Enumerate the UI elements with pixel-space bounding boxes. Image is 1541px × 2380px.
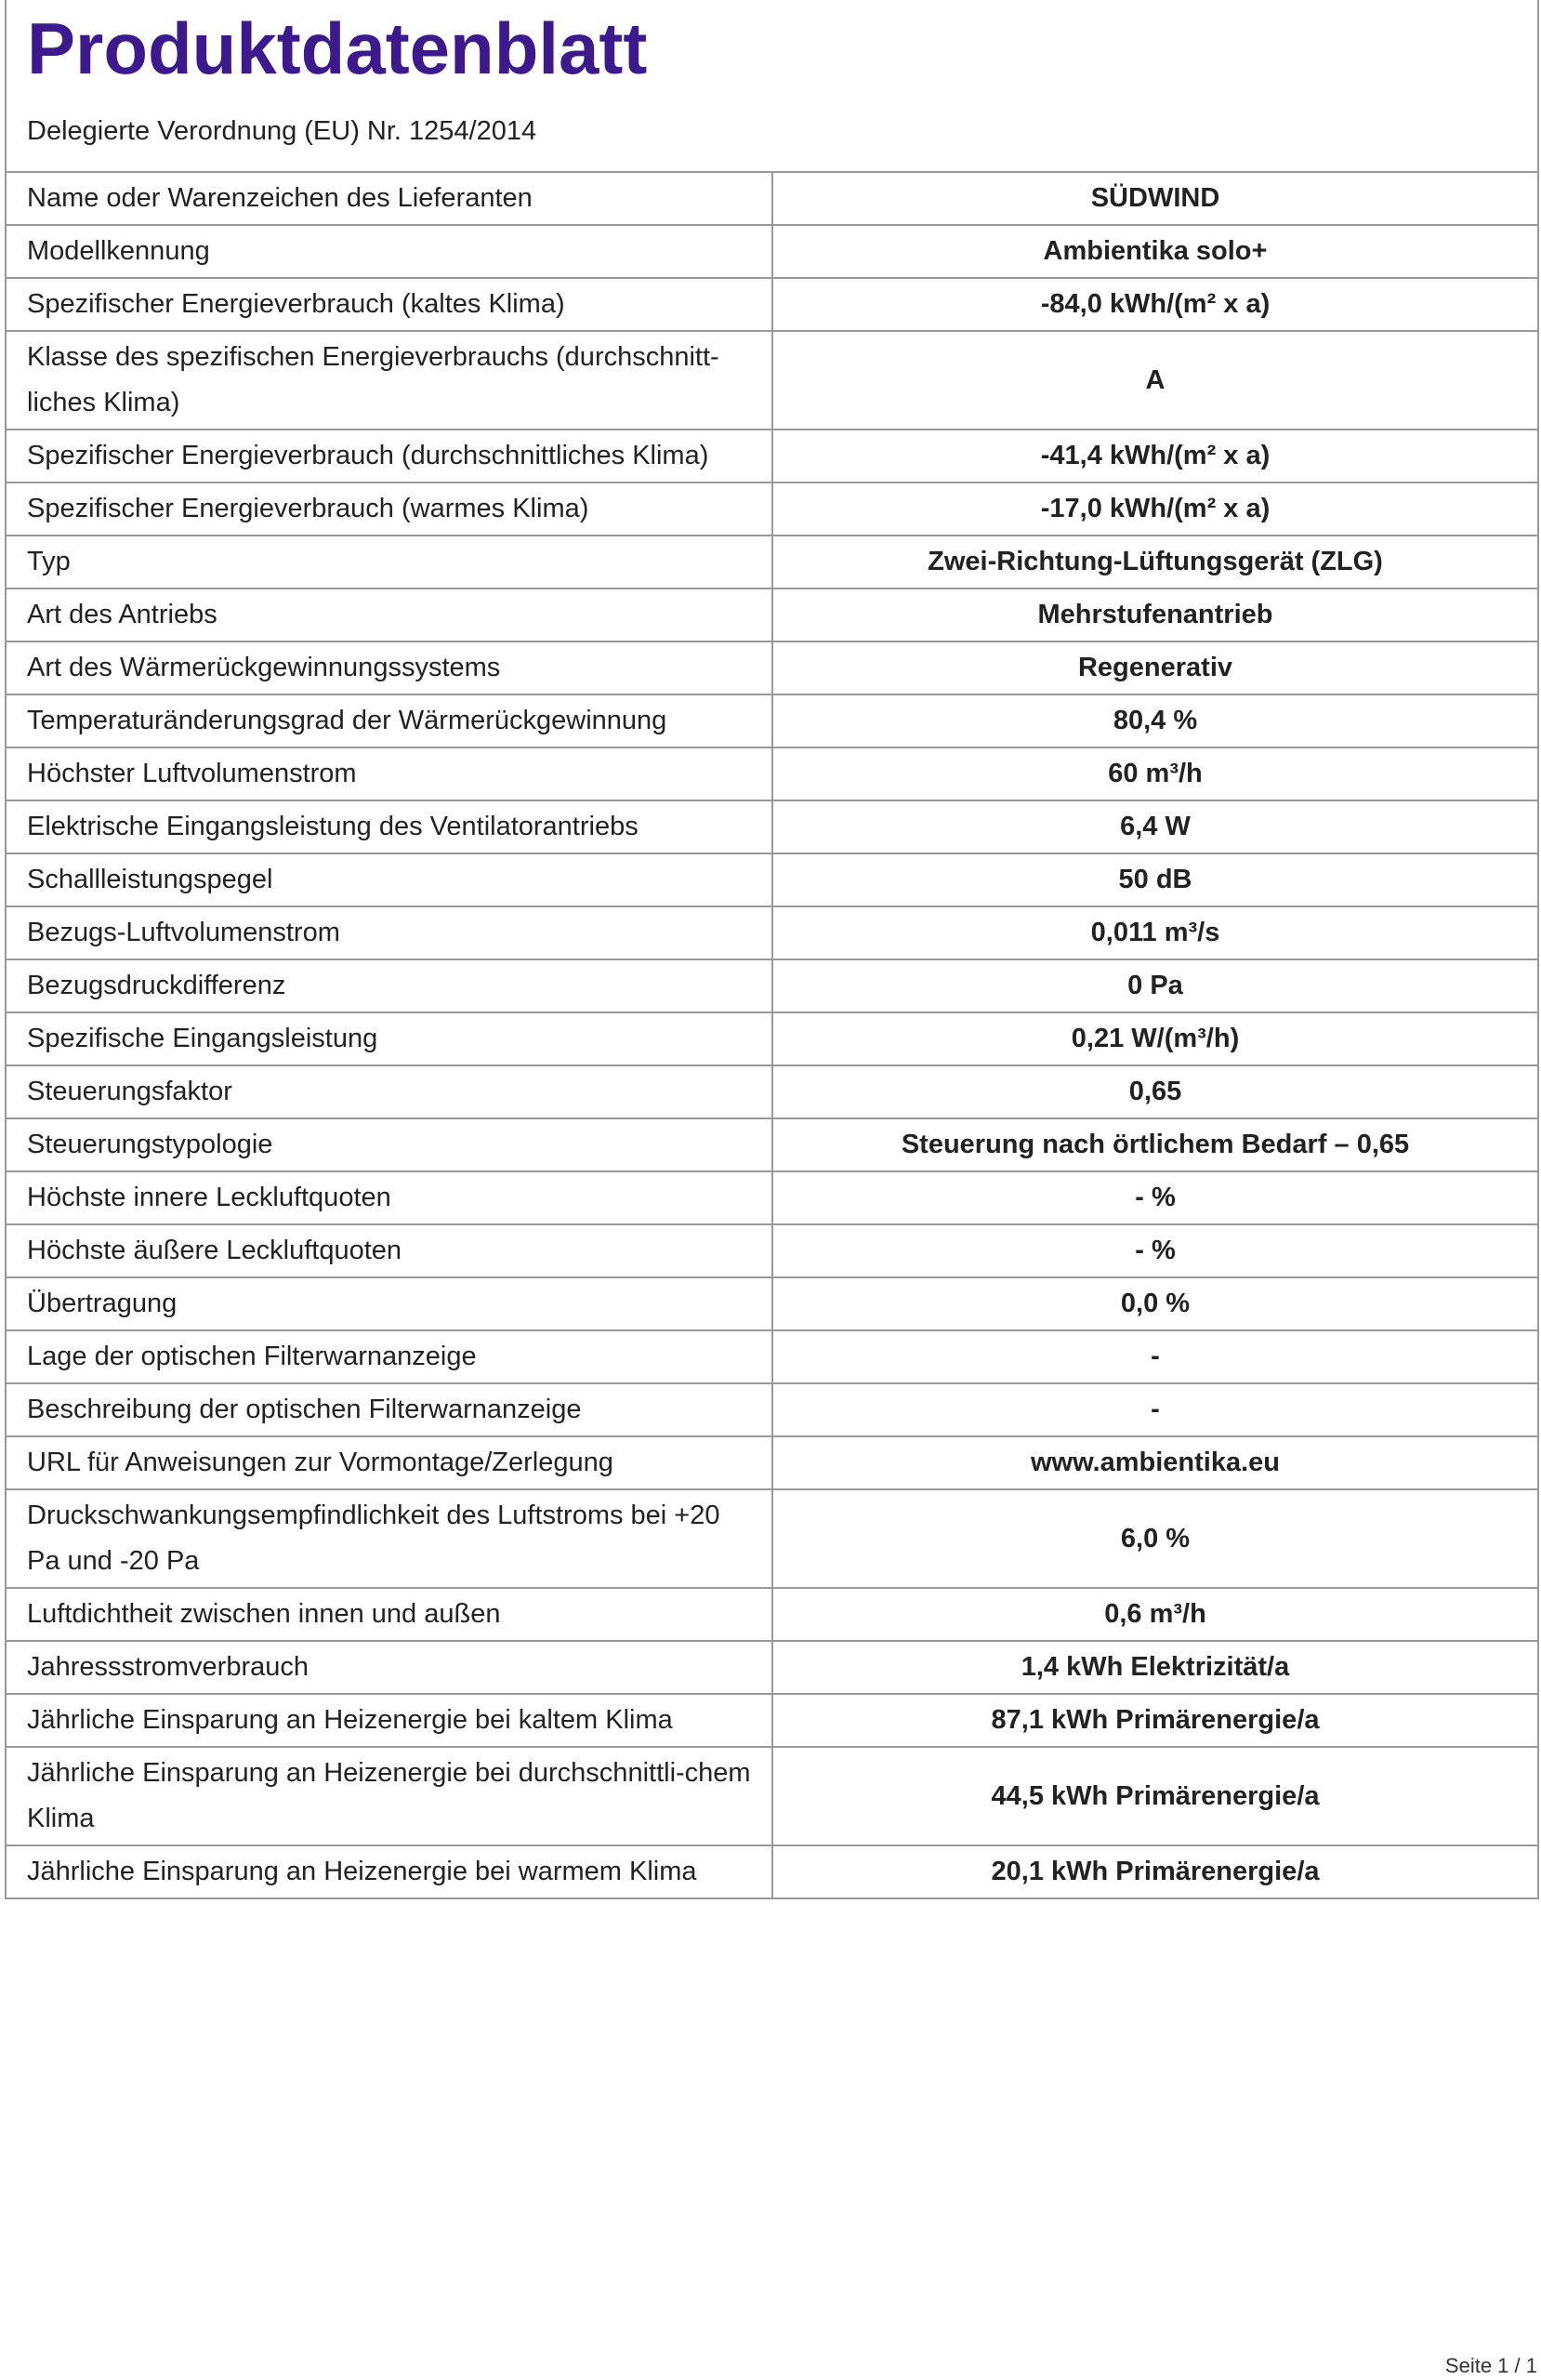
row-value: -: [772, 1383, 1538, 1436]
table-row: [6, 1065, 1538, 1118]
table-row: [6, 1747, 1538, 1845]
row-value: 44,5 kWh Primärenergie/a: [772, 1747, 1538, 1845]
row-value: Zwei-Richtung-Lüftungsgerät (ZLG): [772, 536, 1538, 588]
row-label: Höchste innere Leckluftquoten: [6, 1171, 772, 1224]
table-row: [6, 225, 1538, 278]
row-label: Typ: [6, 536, 772, 588]
table-row: [6, 1171, 1538, 1224]
table-row: [6, 1694, 1538, 1747]
row-label: Spezifischer Energieverbrauch (warmes Klima): [6, 483, 772, 536]
table-row: [6, 1845, 1538, 1898]
row-label: Spezifische Eingangsleistung: [6, 1012, 772, 1065]
row-value: Mehrstufenantrieb: [772, 588, 1538, 641]
table-row: [6, 483, 1538, 536]
regulation-subtitle: Delegierte Verordnung (EU) Nr. 1254/2014: [5, 91, 1539, 171]
row-label: Luftdichtheit zwischen innen und außen: [6, 1588, 772, 1641]
table-row: [6, 172, 1538, 225]
row-value: 0,0 %: [772, 1277, 1538, 1330]
row-label: Höchste äußere Leckluftquoten: [6, 1224, 772, 1277]
table-row: [6, 641, 1538, 694]
row-value: 6,4 W: [772, 800, 1538, 853]
row-value: 87,1 kWh Primärenergie/a: [772, 1694, 1538, 1747]
row-label: Bezugsdruckdifferenz: [6, 959, 772, 1012]
row-label: Steuerungstypologie: [6, 1118, 772, 1171]
row-label: Jahressstromverbrauch: [6, 1641, 772, 1694]
row-value: 0,21 W/(m³/h): [772, 1012, 1538, 1065]
row-value: A: [772, 331, 1538, 430]
row-label: Art des Antriebs: [6, 588, 772, 641]
row-value: -84,0 kWh/(m² x a): [772, 278, 1538, 331]
row-label: Spezifischer Energieverbrauch (kaltes Klima): [6, 278, 772, 331]
table-row: [6, 430, 1538, 483]
product-data-sheet: [5, 0, 1539, 1899]
page-title: Produktdatenblatt: [5, 0, 1539, 91]
table-row: [6, 959, 1538, 1012]
row-value: 80,4 %: [772, 694, 1538, 747]
table-row: [6, 906, 1538, 959]
row-label: Jährliche Einsparung an Heizenergie bei kaltem Klima: [6, 1694, 772, 1747]
table-row: [6, 1383, 1538, 1436]
table-row: [6, 1641, 1538, 1694]
row-value: Ambientika solo+: [772, 225, 1538, 278]
row-value: 60 m³/h: [772, 747, 1538, 800]
table-row: [6, 694, 1538, 747]
row-label: Art des Wärmerückgewinnungssystems: [6, 641, 772, 694]
table-row: [6, 1277, 1538, 1330]
table-row: [6, 536, 1538, 588]
row-label: Jährliche Einsparung an Heizenergie bei durchschnittli-chem Klima: [6, 1747, 772, 1845]
row-value: 20,1 kWh Primärenergie/a: [772, 1845, 1538, 1898]
row-value[interactable]: www.ambientika.eu: [772, 1436, 1538, 1489]
table-row: [6, 1588, 1538, 1641]
row-value: 0,6 m³/h: [772, 1588, 1538, 1641]
page-number: Seite 1 / 1: [1444, 2354, 1537, 2377]
row-label: Elektrische Eingangsleistung des Ventilatorantriebs: [6, 800, 772, 853]
row-value: 0 Pa: [772, 959, 1538, 1012]
table-row: [6, 278, 1538, 331]
row-label: Spezifischer Energieverbrauch (durchschnittliches Klima): [6, 430, 772, 483]
table-row: [6, 1012, 1538, 1065]
row-label: Steuerungsfaktor: [6, 1065, 772, 1118]
row-label: URL für Anweisungen zur Vormontage/Zerlegung: [6, 1436, 772, 1489]
table-row: [6, 1489, 1538, 1588]
row-label: Bezugs-Luftvolumenstrom: [6, 906, 772, 959]
table-row: [6, 800, 1538, 853]
row-label: Druckschwankungsempfindlichkeit des Luftstroms bei +20 Pa und -20 Pa: [6, 1489, 772, 1588]
row-value: - %: [772, 1224, 1538, 1277]
row-label: Beschreibung der optischen Filterwarnanzeige: [6, 1383, 772, 1436]
row-label: Übertragung: [6, 1277, 772, 1330]
row-label: Temperaturänderungsgrad der Wärmerückgewinnung: [6, 694, 772, 747]
data-table: [5, 171, 1539, 1899]
table-row: [6, 1224, 1538, 1277]
row-value: -17,0 kWh/(m² x a): [772, 483, 1538, 536]
table-row: [6, 1436, 1538, 1489]
table-row: [6, 331, 1538, 430]
row-value: 1,4 kWh Elektrizität/a: [772, 1641, 1538, 1694]
row-value: 50 dB: [772, 853, 1538, 906]
row-label: Klasse des spezifischen Energieverbrauchs (durchschnitt-liches Klima): [6, 331, 772, 430]
table-row: [6, 588, 1538, 641]
row-label: Modellkennung: [6, 225, 772, 278]
table-row: [6, 853, 1538, 906]
row-value: 6,0 %: [772, 1489, 1538, 1588]
row-value: -: [772, 1330, 1538, 1383]
row-label: Name oder Warenzeichen des Lieferanten: [6, 172, 772, 225]
row-label: Lage der optischen Filterwarnanzeige: [6, 1330, 772, 1383]
row-value: 0,011 m³/s: [772, 906, 1538, 959]
row-label: Höchster Luftvolumenstrom: [6, 747, 772, 800]
row-label: Schallleistungspegel: [6, 853, 772, 906]
row-value: Regenerativ: [772, 641, 1538, 694]
row-value: 0,65: [772, 1065, 1538, 1118]
row-value: - %: [772, 1171, 1538, 1224]
table-row: [6, 1118, 1538, 1171]
table-row: [6, 747, 1538, 800]
row-value: Steuerung nach örtlichem Bedarf – 0,65: [772, 1118, 1538, 1171]
row-value: SÜDWIND: [772, 172, 1538, 225]
row-value: -41,4 kWh/(m² x a): [772, 430, 1538, 483]
row-label: Jährliche Einsparung an Heizenergie bei warmem Klima: [6, 1845, 772, 1898]
table-row: [6, 1330, 1538, 1383]
